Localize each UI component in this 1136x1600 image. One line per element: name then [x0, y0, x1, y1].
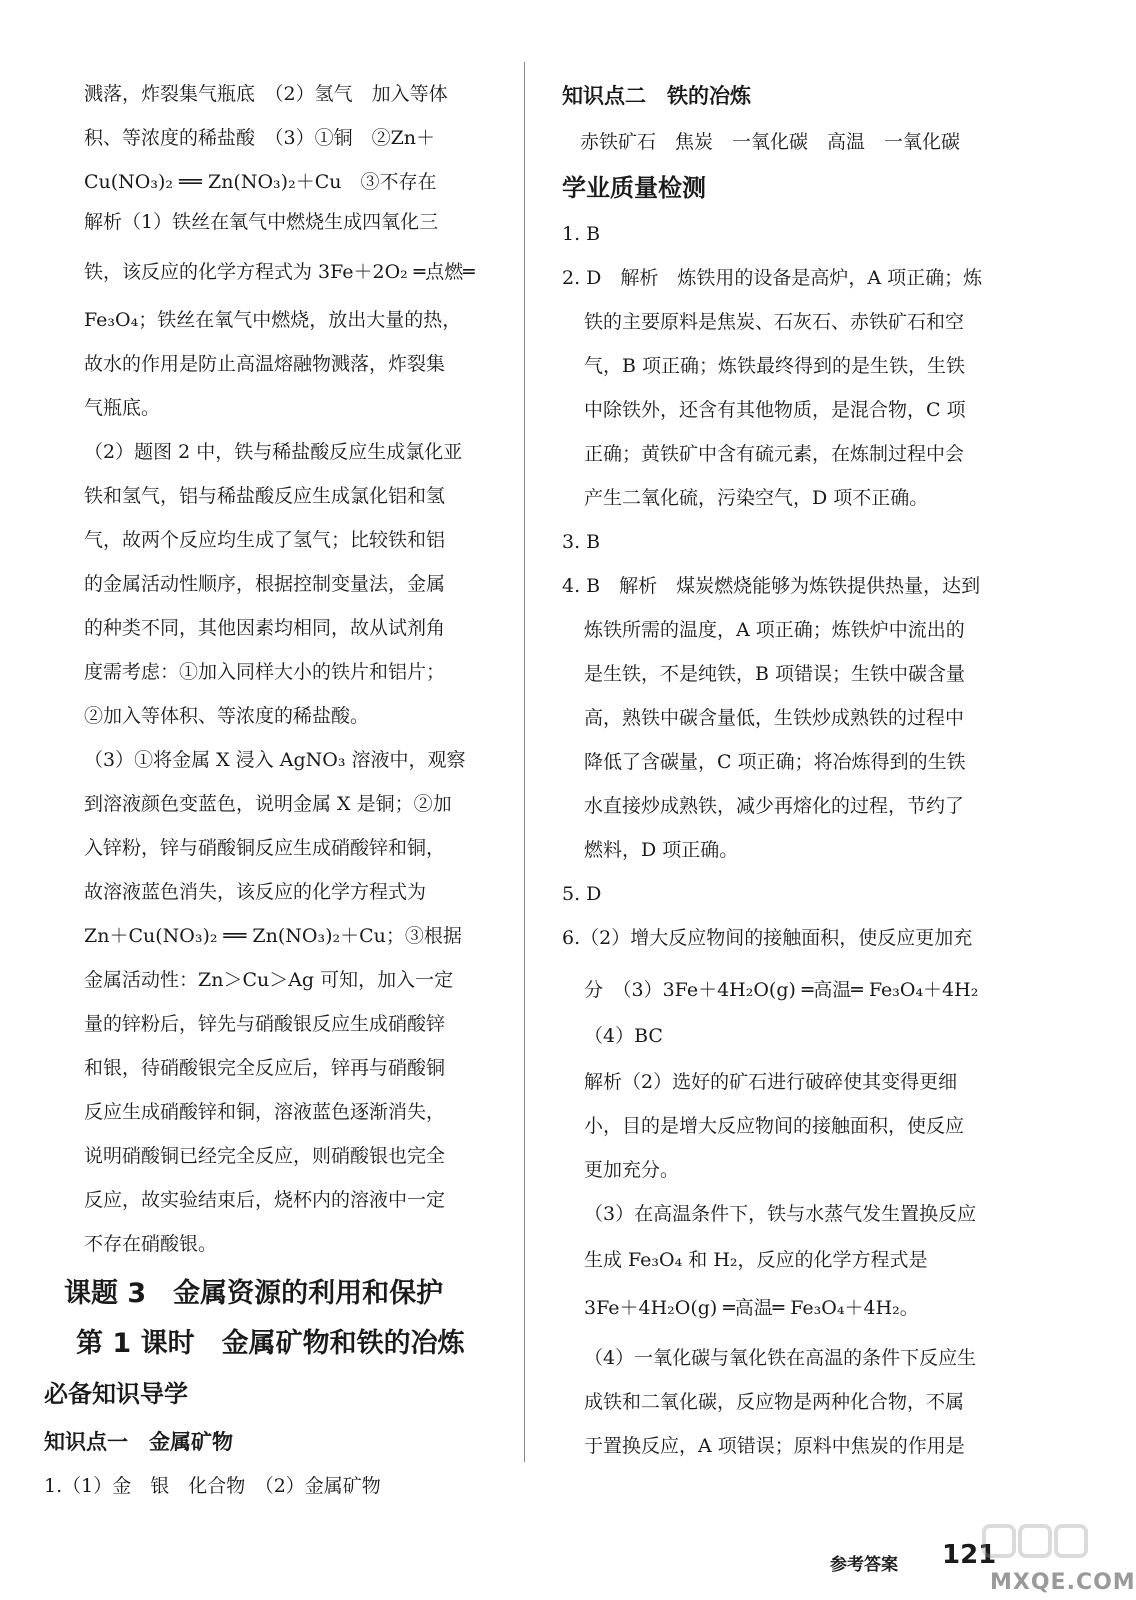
text-line: 说明硝酸铜已经完全反应，则硝酸银也完全	[84, 1145, 446, 1167]
answer-line: 1. B	[562, 223, 601, 245]
text-line: （2）题图 2 中，铁与稀盐酸反应生成氯化亚	[84, 441, 463, 463]
answer-line: 成铁和二氧化碳，反应物是两种化合物，不属	[584, 1391, 965, 1413]
answer-line: 更加充分。	[584, 1159, 680, 1181]
period-title: 第 1 课时 金属矿物和铁的冶炼	[76, 1328, 465, 1359]
answer-line: 气，B 项正确；炼铁最终得到的是生铁，生铁	[584, 355, 966, 377]
answer-line: 燃料，D 项正确。	[584, 839, 739, 861]
answer-line: 小，目的是增大反应物间的接触面积，使反应	[584, 1115, 965, 1137]
answer-line: 水直接炒成熟铁，减少再熔化的过程，节约了	[584, 795, 965, 817]
knowledge-point-2-title: 知识点二 铁的冶炼	[562, 84, 751, 108]
answer-line: 高，熟铁中碳含量低，生铁炒成熟铁的过程中	[584, 707, 965, 729]
answer-line: 是生铁，不是纯铁，B 项错误；生铁中碳含量	[584, 663, 966, 685]
answer-line: 解析（2）选好的矿石进行破碎使其变得更细	[584, 1071, 958, 1093]
answer-line: 于置换反应，A 项错误；原料中焦炭的作用是	[584, 1435, 965, 1457]
text-line: 和银，待硝酸银完全反应后，锌再与硝酸铜	[84, 1057, 446, 1079]
lesson-title: 课题 3 金属资源的利用和保护	[64, 1278, 444, 1309]
text-line: 故溶液蓝色消失，该反应的化学方程式为	[84, 881, 427, 903]
answer-line: 3. B	[562, 531, 601, 553]
text-line: 入锌粉，锌与硝酸铜反应生成硝酸锌和铜，	[84, 837, 446, 859]
answer-line: 产生二氧化硫，污染空气，D 项不正确。	[584, 487, 929, 509]
text-line: 故水的作用是防止高温熔融物溅落，炸裂集	[84, 353, 446, 375]
answer-line: （3）在高温条件下，铁与水蒸气发生置换反应	[584, 1203, 977, 1225]
answer-line: 生成 Fe₃O₄ 和 H₂，反应的化学方程式是	[584, 1249, 928, 1271]
text-line: 反应，故实验结束后，烧杯内的溶液中一定	[84, 1189, 446, 1211]
answer-line: 正确；黄铁矿中含有硫元素，在炼制过程中会	[584, 443, 965, 465]
answer-line: 3Fe＋4H₂O(g) ═高温═ Fe₃O₄＋4H₂。	[584, 1297, 919, 1319]
text-line: 的种类不同，其他因素均相同，故从试剂角	[84, 617, 446, 639]
knowledge-point-2-answer: 赤铁矿石 焦炭 一氧化碳 高温 一氧化碳	[580, 131, 961, 153]
text-line: 积、等浓度的稀盐酸 （3）①铜 ②Zn＋	[84, 127, 436, 149]
knowledge-point-1-title: 知识点一 金属矿物	[44, 1430, 233, 1454]
answer-line: 铁的主要原料是焦炭、石灰石、赤铁矿石和空	[584, 311, 965, 333]
answer-line: 降低了含碳量，C 项正确；将冶炼得到的生铁	[584, 751, 966, 773]
answer-line: 炼铁所需的温度，A 项正确；炼铁炉中流出的	[584, 619, 965, 641]
text-line: 不存在硝酸银。	[84, 1233, 218, 1255]
text-line: 度需考虑：①加入同样大小的铁片和铝片；	[84, 661, 446, 683]
text-line: Zn＋Cu(NO₃)₂ ══ Zn(NO₃)₂＋Cu；③根据	[84, 925, 462, 947]
section-heading-required: 必备知识导学	[44, 1380, 188, 1408]
answer-line: 4. B 解析 煤炭燃烧能够为炼铁提供热量，达到	[562, 575, 981, 597]
text-line: 到溶液颜色变蓝色，说明金属 X 是铜；②加	[84, 793, 452, 815]
watermark-text: MXQE.COM	[990, 1570, 1136, 1595]
text-line: 气，故两个反应均生成了氢气；比较铁和铝	[84, 529, 446, 551]
answer-line: 2. D 解析 炼铁用的设备是高炉，A 项正确；炼	[562, 267, 983, 289]
answer-line: 6.（2）增大反应物间的接触面积，使反应更加充	[562, 927, 973, 949]
answer-line: 分 （3）3Fe＋4H₂O(g) ═高温═ Fe₃O₄＋4H₂	[584, 979, 979, 1001]
text-line: Cu(NO₃)₂ ══ Zn(NO₃)₂＋Cu ③不存在	[84, 171, 437, 193]
text-line: 铁和氢气，铝与稀盐酸反应生成氯化铝和氢	[84, 485, 446, 507]
text-line: 溅落，炸裂集气瓶底 （2）氢气 加入等体	[84, 83, 448, 105]
answer-line: （4）BC	[584, 1025, 663, 1047]
text-line: 解析（1）铁丝在氧气中燃烧生成四氧化三	[84, 211, 439, 233]
column-divider	[524, 62, 525, 1462]
text-line: ②加入等体积、等浓度的稀盐酸。	[84, 705, 370, 727]
text-line: 量的锌粉后，锌先与硝酸银反应生成硝酸锌	[84, 1013, 446, 1035]
answer-line: （4）一氧化碳与氧化铁在高温的条件下反应生	[584, 1347, 977, 1369]
text-line: （3）①将金属 X 浸入 AgNO₃ 溶液中，观察	[84, 749, 466, 771]
text-line: 反应生成硝酸锌和铜，溶液蓝色逐渐消失，	[84, 1101, 446, 1123]
text-line: 的金属活动性顺序，根据控制变量法，金属	[84, 573, 446, 595]
footer-label: 参考答案	[830, 1555, 898, 1575]
answer-line: 中除铁外，还含有其他物质，是混合物，C 项	[584, 399, 966, 421]
text-line: 金属活动性：Zn＞Cu＞Ag 可知，加入一定	[84, 969, 454, 991]
text-line: 铁，该反应的化学方程式为 3Fe＋2O₂ ═点燃═	[84, 261, 475, 283]
text-line: 气瓶底。	[84, 397, 161, 419]
answer-line: 5. D	[562, 883, 602, 905]
section-heading-quality: 学业质量检测	[562, 174, 706, 202]
text-line: Fe₃O₄；铁丝在氧气中燃烧，放出大量的热，	[84, 309, 462, 331]
page-number: 121	[942, 1540, 997, 1570]
knowledge-point-1-answer: 1.（1）金 银 化合物 （2）金属矿物	[44, 1475, 381, 1497]
